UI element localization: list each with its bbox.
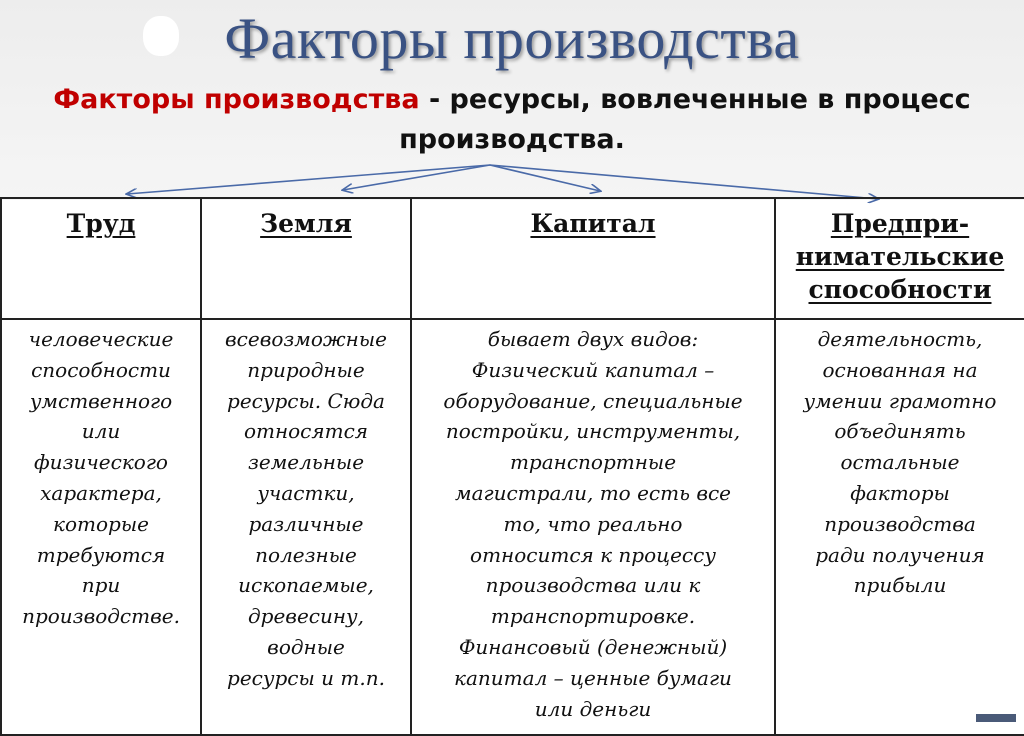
cell-entrepreneurship	[775, 319, 1024, 735]
header-labor	[1, 198, 201, 319]
header-land	[201, 198, 411, 319]
header-land-label: Земля	[260, 209, 352, 238]
factors-table	[0, 197, 1024, 736]
header-labor-label: Труд	[66, 209, 136, 238]
definition-body: - ресурсы, вовлеченные в процесс производства.	[399, 84, 971, 155]
header-capital-label: Капитал	[530, 209, 656, 238]
cell-land	[201, 319, 411, 735]
cell-capital	[411, 319, 775, 735]
slide-title: Факторы производства	[224, 6, 800, 71]
cell-capital-text: бывает двух видов: Физический капитал – оборудование, специальные постройки, инструменты, транспортные магистрали, то есть все то, что реально относится к процессу производства или к транспортировке. Финансовый (денежный) капитал – ценные бумаги или деньги	[443, 327, 743, 721]
cell-labor-text: человеческие способности умственного или физического характера, которые требуются при производстве.	[22, 327, 180, 629]
slide-corner-tab	[976, 714, 1016, 722]
cell-entrepreneurship-text: деятельность, основанная на умении грамотно объединять остальные факторы производства ради получения прибыли	[803, 327, 997, 598]
definition-term: Факторы производства	[53, 84, 420, 115]
table-header-row	[1, 198, 1024, 319]
cell-labor	[1, 319, 201, 735]
table-body-row	[1, 319, 1024, 735]
definition-text	[40, 80, 984, 160]
header-entrepreneurship-label: Предпри- нимательские способности	[795, 209, 1005, 304]
header-entrepreneurship	[775, 198, 1024, 319]
header-capital	[411, 198, 775, 319]
cell-land-text: всевозможные природные ресурсы. Сюда относятся земельные участки, различные полезные ископаемые, древесину, водные ресурсы и т.п.	[225, 327, 387, 690]
